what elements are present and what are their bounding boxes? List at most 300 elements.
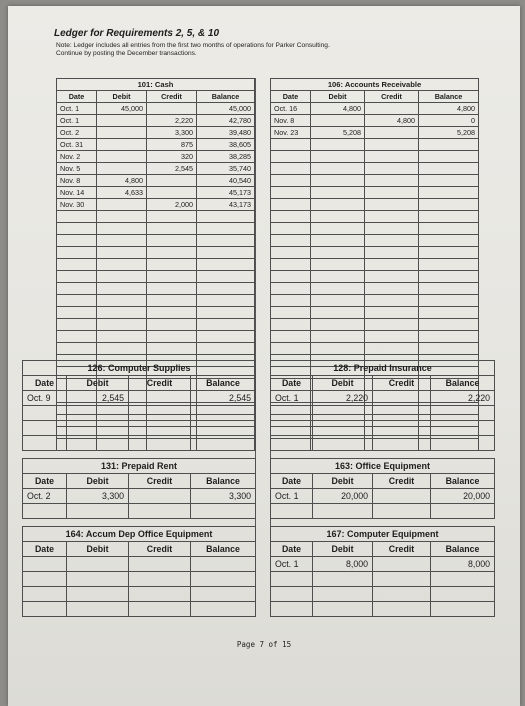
cell-credit — [365, 283, 419, 295]
cell-balance — [419, 331, 479, 343]
cell-debit — [311, 223, 365, 235]
column-header-date: Date — [271, 542, 313, 557]
account-title-row — [271, 361, 495, 376]
cell-date — [271, 307, 311, 319]
cell-debit — [97, 343, 147, 355]
cell-credit — [129, 557, 191, 572]
cell-balance: 2,220 — [431, 391, 495, 406]
cell-debit — [313, 587, 373, 602]
cell-date — [271, 175, 311, 187]
ledger-row — [57, 283, 255, 295]
cell-credit — [129, 572, 191, 587]
page-footer — [8, 640, 520, 649]
cell-balance — [197, 283, 255, 295]
ledger-row — [57, 247, 255, 259]
cell-balance — [191, 406, 256, 421]
cell-balance — [419, 319, 479, 331]
cell-balance: 45,000 — [197, 103, 255, 115]
cell-balance — [419, 187, 479, 199]
ledger-table-computer-equipment — [270, 526, 495, 617]
cell-credit — [365, 295, 419, 307]
cell-debit — [67, 504, 129, 519]
cell-debit — [97, 247, 147, 259]
cell-balance — [419, 211, 479, 223]
cell-date: Nov. 14 — [57, 187, 97, 199]
cell-date — [57, 235, 97, 247]
cell-debit — [67, 602, 129, 617]
column-header-debit: Debit — [313, 474, 373, 489]
cell-balance: 8,000 — [431, 557, 495, 572]
cell-date — [23, 504, 67, 519]
cell-credit — [147, 223, 197, 235]
cell-balance: 38,605 — [197, 139, 255, 151]
column-header-debit: Debit — [313, 542, 373, 557]
cell-balance — [431, 572, 495, 587]
column-header-row — [23, 376, 256, 391]
cell-credit — [365, 319, 419, 331]
cell-date — [57, 319, 97, 331]
column-header-credit: Credit — [373, 474, 431, 489]
cell-date — [57, 295, 97, 307]
column-header-row — [23, 542, 256, 557]
account-title-row — [271, 459, 495, 474]
cell-credit — [373, 572, 431, 587]
cell-date: Oct. 1 — [271, 391, 313, 406]
column-header-debit: Debit — [311, 91, 365, 103]
ledger-row — [57, 271, 255, 283]
column-header-date: Date — [23, 474, 67, 489]
cell-debit — [311, 175, 365, 187]
cell-credit — [147, 175, 197, 187]
ledger-row — [23, 602, 256, 617]
cell-credit — [129, 602, 191, 617]
cell-balance — [419, 283, 479, 295]
cell-date — [271, 151, 311, 163]
cell-debit — [311, 331, 365, 343]
column-header-row — [271, 91, 479, 103]
cell-balance — [419, 247, 479, 259]
ledger-row — [271, 557, 495, 572]
cell-date: Nov. 8 — [57, 175, 97, 187]
cell-credit — [365, 343, 419, 355]
cell-debit: 45,000 — [97, 103, 147, 115]
cell-credit — [147, 211, 197, 223]
cell-credit — [147, 235, 197, 247]
column-header-balance: Balance — [191, 542, 256, 557]
ledger-row — [271, 436, 495, 451]
cell-credit — [365, 247, 419, 259]
ledger-row — [271, 391, 495, 406]
cell-debit — [313, 421, 373, 436]
ledger-row — [23, 587, 256, 602]
cell-credit: 2,220 — [147, 115, 197, 127]
cell-credit — [373, 421, 431, 436]
ledger-row — [271, 307, 479, 319]
ledger-row — [23, 406, 256, 421]
instruction-note — [56, 42, 476, 58]
cell-date — [57, 259, 97, 271]
cell-debit — [311, 163, 365, 175]
column-header-date: Date — [271, 376, 313, 391]
ledger-row — [57, 319, 255, 331]
cell-debit — [97, 295, 147, 307]
ledger-row — [57, 151, 255, 163]
cell-date: Oct. 1 — [57, 103, 97, 115]
cell-date — [271, 139, 311, 151]
cell-balance: 43,173 — [197, 199, 255, 211]
ledger-row — [271, 421, 495, 436]
cell-date — [23, 602, 67, 617]
cell-debit: 4,800 — [97, 175, 147, 187]
cell-debit — [67, 572, 129, 587]
cell-balance — [431, 504, 495, 519]
ledger-row — [57, 235, 255, 247]
column-header-debit: Debit — [67, 376, 129, 391]
account-title: 101: Cash — [57, 79, 255, 91]
ledger-row — [271, 223, 479, 235]
column-header-row — [57, 91, 255, 103]
account-title: 128: Prepaid Insurance — [271, 361, 495, 376]
cell-date — [23, 421, 67, 436]
cell-credit — [147, 343, 197, 355]
cell-debit — [97, 151, 147, 163]
column-header-balance: Balance — [191, 376, 256, 391]
cell-balance — [431, 602, 495, 617]
account-title-row — [57, 79, 255, 91]
cell-date — [57, 211, 97, 223]
cell-balance — [197, 295, 255, 307]
cell-debit — [67, 436, 129, 451]
cell-date: Oct. 2 — [23, 489, 67, 504]
column-header-balance: Balance — [431, 474, 495, 489]
cell-date — [271, 421, 313, 436]
cell-balance — [197, 331, 255, 343]
cell-balance — [197, 211, 255, 223]
cell-credit — [147, 319, 197, 331]
cell-credit — [365, 199, 419, 211]
account-title: 167: Computer Equipment — [271, 527, 495, 542]
ledger-row — [271, 247, 479, 259]
cell-balance: 2,545 — [191, 391, 256, 406]
column-header-date: Date — [23, 376, 67, 391]
cell-date — [57, 283, 97, 295]
cell-date — [57, 223, 97, 235]
cell-balance — [419, 175, 479, 187]
cell-credit — [129, 489, 191, 504]
cell-credit — [129, 391, 191, 406]
cell-credit — [147, 307, 197, 319]
cell-balance — [191, 557, 256, 572]
cell-balance — [197, 343, 255, 355]
ledger-row — [57, 223, 255, 235]
cell-credit: 2,545 — [147, 163, 197, 175]
note-line-1: Note: Ledger includes all entries from the first two months of operations for Parker Consulting. — [56, 42, 330, 49]
column-header-credit: Credit — [129, 542, 191, 557]
cell-debit — [311, 139, 365, 151]
cell-balance — [197, 247, 255, 259]
column-divider — [255, 78, 271, 614]
cell-balance — [419, 151, 479, 163]
ledger-row — [23, 489, 256, 504]
ledger-row — [57, 115, 255, 127]
cell-debit — [311, 247, 365, 259]
cell-date — [23, 557, 67, 572]
cell-debit — [97, 127, 147, 139]
cell-credit — [365, 175, 419, 187]
page-title: Ledger for Requirements 2, 5, & 10 — [54, 28, 220, 39]
cell-credit — [365, 235, 419, 247]
ledger-table-prepaid-insurance — [270, 360, 495, 451]
column-header-date: Date — [23, 542, 67, 557]
cell-balance — [197, 271, 255, 283]
cell-date — [271, 436, 313, 451]
cell-credit — [147, 187, 197, 199]
cell-date: Oct. 1 — [271, 557, 313, 572]
cell-balance — [419, 199, 479, 211]
cell-date: Oct. 2 — [57, 127, 97, 139]
cell-credit — [373, 557, 431, 572]
column-header-debit: Debit — [67, 542, 129, 557]
cell-credit — [147, 283, 197, 295]
cell-credit — [373, 504, 431, 519]
cell-date: Oct. 9 — [23, 391, 67, 406]
column-header-balance: Balance — [197, 91, 255, 103]
cell-balance: 3,300 — [191, 489, 256, 504]
column-header-credit: Credit — [129, 376, 191, 391]
ledger-row — [271, 199, 479, 211]
cell-date — [23, 436, 67, 451]
cell-date — [271, 406, 313, 421]
ledger-row — [271, 602, 495, 617]
account-title: 106: Accounts Receivable — [271, 79, 479, 91]
cell-date — [57, 271, 97, 283]
column-header-date: Date — [271, 474, 313, 489]
note-line-2: Continue by posting the December transactions. — [56, 50, 197, 58]
cell-date — [271, 319, 311, 331]
ledger-row — [271, 295, 479, 307]
cell-credit — [365, 163, 419, 175]
cell-date — [23, 406, 67, 421]
cell-credit — [373, 602, 431, 617]
cell-debit — [313, 436, 373, 451]
cell-balance — [191, 504, 256, 519]
cell-credit — [147, 295, 197, 307]
cell-credit: 3,300 — [147, 127, 197, 139]
ledger-row — [271, 283, 479, 295]
ledger-row — [57, 307, 255, 319]
cell-debit — [97, 319, 147, 331]
cell-debit — [97, 307, 147, 319]
cell-date — [271, 283, 311, 295]
ledger-row — [23, 436, 256, 451]
cell-balance — [197, 307, 255, 319]
cell-balance — [419, 139, 479, 151]
ledger-table-computer-supplies — [22, 360, 256, 451]
cell-date: Oct. 31 — [57, 139, 97, 151]
ledger-row — [57, 139, 255, 151]
ledger-row — [271, 139, 479, 151]
cell-date: Nov. 2 — [57, 151, 97, 163]
cell-debit — [97, 115, 147, 127]
cell-balance — [419, 259, 479, 271]
ledger-row — [57, 295, 255, 307]
ledger-row — [271, 187, 479, 199]
ledger-row — [23, 504, 256, 519]
cell-date — [23, 587, 67, 602]
cell-balance — [191, 587, 256, 602]
cell-date — [271, 271, 311, 283]
cell-credit — [365, 103, 419, 115]
cell-debit — [97, 259, 147, 271]
cell-date: Oct. 16 — [271, 103, 311, 115]
cell-date — [57, 331, 97, 343]
cell-balance: 20,000 — [431, 489, 495, 504]
cell-debit: 8,000 — [313, 557, 373, 572]
ledger-row — [23, 572, 256, 587]
ledger-row — [57, 199, 255, 211]
cell-credit: 2,000 — [147, 199, 197, 211]
cell-balance — [431, 436, 495, 451]
cell-date: Oct. 1 — [271, 489, 313, 504]
ledger-row — [271, 587, 495, 602]
cell-date — [271, 504, 313, 519]
column-header-balance: Balance — [191, 474, 256, 489]
cell-balance — [419, 223, 479, 235]
cell-balance — [419, 163, 479, 175]
cell-date — [271, 187, 311, 199]
cell-date — [271, 163, 311, 175]
cell-credit — [365, 139, 419, 151]
ledger-row — [271, 259, 479, 271]
cell-credit — [373, 436, 431, 451]
cell-balance — [419, 271, 479, 283]
cell-debit — [311, 295, 365, 307]
ledger-row — [271, 343, 479, 355]
cell-date: Nov. 23 — [271, 127, 311, 139]
column-header-credit: Credit — [373, 542, 431, 557]
cell-credit — [365, 259, 419, 271]
column-header-debit: Debit — [67, 474, 129, 489]
cell-date — [271, 235, 311, 247]
cell-debit — [311, 115, 365, 127]
cell-credit: 320 — [147, 151, 197, 163]
cell-debit — [97, 139, 147, 151]
cell-debit — [311, 199, 365, 211]
cell-debit: 4,800 — [311, 103, 365, 115]
cell-debit — [313, 572, 373, 587]
cell-date — [271, 343, 311, 355]
ledger-row — [57, 211, 255, 223]
cell-balance — [431, 587, 495, 602]
column-header-row — [271, 376, 495, 391]
cell-credit — [373, 587, 431, 602]
ledger-table-office-equipment — [270, 458, 495, 519]
ledger-row — [57, 259, 255, 271]
cell-balance: 39,480 — [197, 127, 255, 139]
cell-debit — [97, 163, 147, 175]
cell-credit — [365, 151, 419, 163]
cell-credit — [129, 421, 191, 436]
column-header-debit: Debit — [313, 376, 373, 391]
cell-balance: 0 — [419, 115, 479, 127]
cell-balance: 40,540 — [197, 175, 255, 187]
cell-balance — [419, 295, 479, 307]
ledger-row — [23, 557, 256, 572]
column-header-balance: Balance — [431, 542, 495, 557]
cell-debit — [97, 271, 147, 283]
cell-credit — [365, 271, 419, 283]
ledger-row — [271, 406, 495, 421]
cell-date — [271, 331, 311, 343]
cell-balance — [191, 572, 256, 587]
cell-date — [57, 343, 97, 355]
cell-debit — [97, 199, 147, 211]
ledger-row — [271, 235, 479, 247]
ledger-row — [23, 421, 256, 436]
cell-balance — [191, 602, 256, 617]
cell-date — [271, 211, 311, 223]
column-header-balance: Balance — [431, 376, 495, 391]
cell-debit: 5,208 — [311, 127, 365, 139]
cell-debit — [311, 211, 365, 223]
account-title: 131: Prepaid Rent — [23, 459, 256, 474]
cell-debit: 2,545 — [67, 391, 129, 406]
account-title: 164: Accum Dep Office Equipment — [23, 527, 256, 542]
account-title-row — [271, 79, 479, 91]
cell-date — [271, 247, 311, 259]
cell-credit — [373, 391, 431, 406]
cell-debit — [67, 587, 129, 602]
ledger-row — [271, 211, 479, 223]
cell-debit — [97, 331, 147, 343]
ledger-row — [271, 103, 479, 115]
cell-balance: 5,208 — [419, 127, 479, 139]
column-header-date: Date — [57, 91, 97, 103]
cell-debit — [311, 235, 365, 247]
cell-credit: 4,800 — [365, 115, 419, 127]
cell-credit — [147, 103, 197, 115]
page-word: Page — [236, 640, 255, 649]
cell-balance: 45,173 — [197, 187, 255, 199]
ledger-table-accum-dep-office-equipment — [22, 526, 256, 617]
cell-date — [271, 259, 311, 271]
ledger-row — [57, 187, 255, 199]
cell-credit — [365, 223, 419, 235]
ledger-row — [57, 127, 255, 139]
cell-credit — [129, 436, 191, 451]
cell-credit — [147, 271, 197, 283]
cell-balance — [191, 421, 256, 436]
cell-debit — [311, 259, 365, 271]
cell-date — [57, 307, 97, 319]
column-header-credit: Credit — [147, 91, 197, 103]
cell-credit — [365, 187, 419, 199]
cell-debit — [97, 283, 147, 295]
cell-debit — [313, 406, 373, 421]
account-title-row — [23, 527, 256, 542]
cell-debit — [97, 223, 147, 235]
cell-debit — [67, 557, 129, 572]
cell-debit — [311, 271, 365, 283]
cell-credit — [365, 331, 419, 343]
cell-debit — [97, 235, 147, 247]
cell-credit — [365, 127, 419, 139]
ledger-row — [57, 331, 255, 343]
ledger-row — [271, 331, 479, 343]
cell-debit: 4,633 — [97, 187, 147, 199]
cell-credit — [147, 259, 197, 271]
column-header-row — [271, 474, 495, 489]
